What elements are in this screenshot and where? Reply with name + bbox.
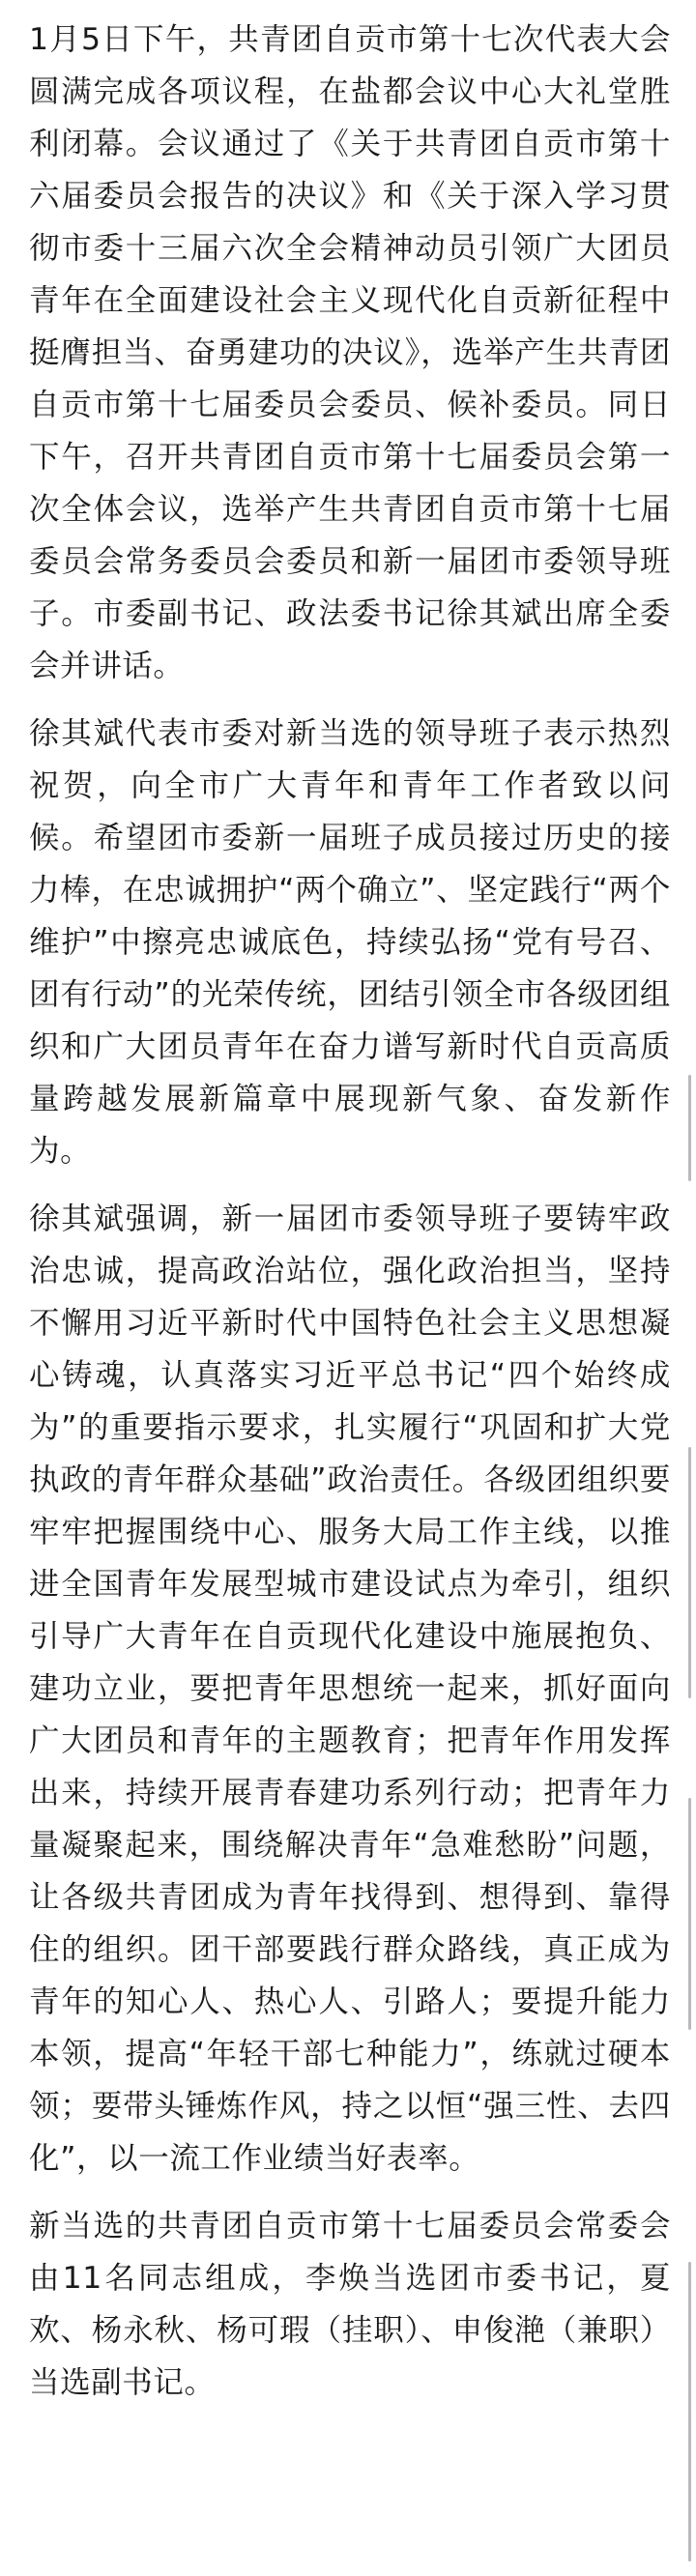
paragraph-4: 新当选的共青团自贡市第十七届委员会常委会由11名同志组成，李焕当选团市委书记，夏欢、杨永秋、杨可瑕（挂职）、申俊滟（兼职）当选副书记。: [29, 2209, 671, 2400]
paragraph-3: 徐其斌强调，新一届团市委领导班子要铸牢政治忠诚，提高政治站位，强化政治担当，坚持不懈用习近平新时代中国特色社会主义思想凝心铸魂，认真落实习近平总书记“四个始终成为”的重要指示要求，扎实履行“巩固和扩大党执政的青年群众基础”政治责任。各级团组织要牢牢把握围绕中心、服务大局工作主线，以推进全国青年发展型城市建设试点为牵引，组织引导广大青年在自贡现代化建设中施展抱负、建功立业，要把青年思想统一起来，抓好面向广大团员和青年的主题教育；把青年作用发挥出来，持续开展青春建功系列行动；把青年力量凝聚起来，围绕解决青年“急难愁盼”问题，让各级共青团成为青年找得到、想得到、靠得住的组织。团干部要践行群众路线，真正成为青年的知心人、热心人、引路人；要提升能力本领，提高“年轻干部七种能力”，练就过硬本领；要带头锤炼作风，持之以恒“强三性、去四化”，以一流工作业绩当好表率。: [29, 1201, 671, 2176]
scroll-indicator[interactable]: [688, 1447, 691, 1698]
scroll-indicator[interactable]: [688, 1798, 691, 2030]
scroll-indicator[interactable]: [688, 2262, 691, 2562]
paragraph-2: 徐其斌代表市委对新当选的领导班子表示热烈祝贺，向全市广大青年和青年工作者致以问候。希望团市委新一届班子成员接过历史的接力棒，在忠诚拥护“两个确立”、坚定践行“两个维护”中擦亮忠诚底色，持续弘扬“党有号召、团有行动”的光荣传统，团结引领全市各级团组织和广大团员青年在奋力谱写新时代自贡高质量跨越发展新篇章中展现新气象、奋发新作为。: [29, 716, 671, 1169]
paragraph-1: 1月5日下午，共青团自贡市第十七次代表大会圆满完成各项议程，在盐都会议中心大礼堂胜利闭幕。会议通过了《关于共青团自贡市第十六届委员会报告的决议》和《关于深入学习贯彻市委十三届六次全会精神动员引领广大团员青年在全面建设社会主义现代化自贡新征程中挺膺担当、奋勇建功的决议》，选举产生共青团自贡市第十七届委员会委员、候补委员。同日下午，召开共青团自贡市第十七届委员会第一次全体会议，选举产生共青团自贡市第十七届委员会常务委员会委员和新一届团市委领导班子。市委副书记、政法委书记徐其斌出席全委会并讲话。: [29, 22, 671, 683]
scroll-indicator[interactable]: [688, 1075, 691, 1181]
